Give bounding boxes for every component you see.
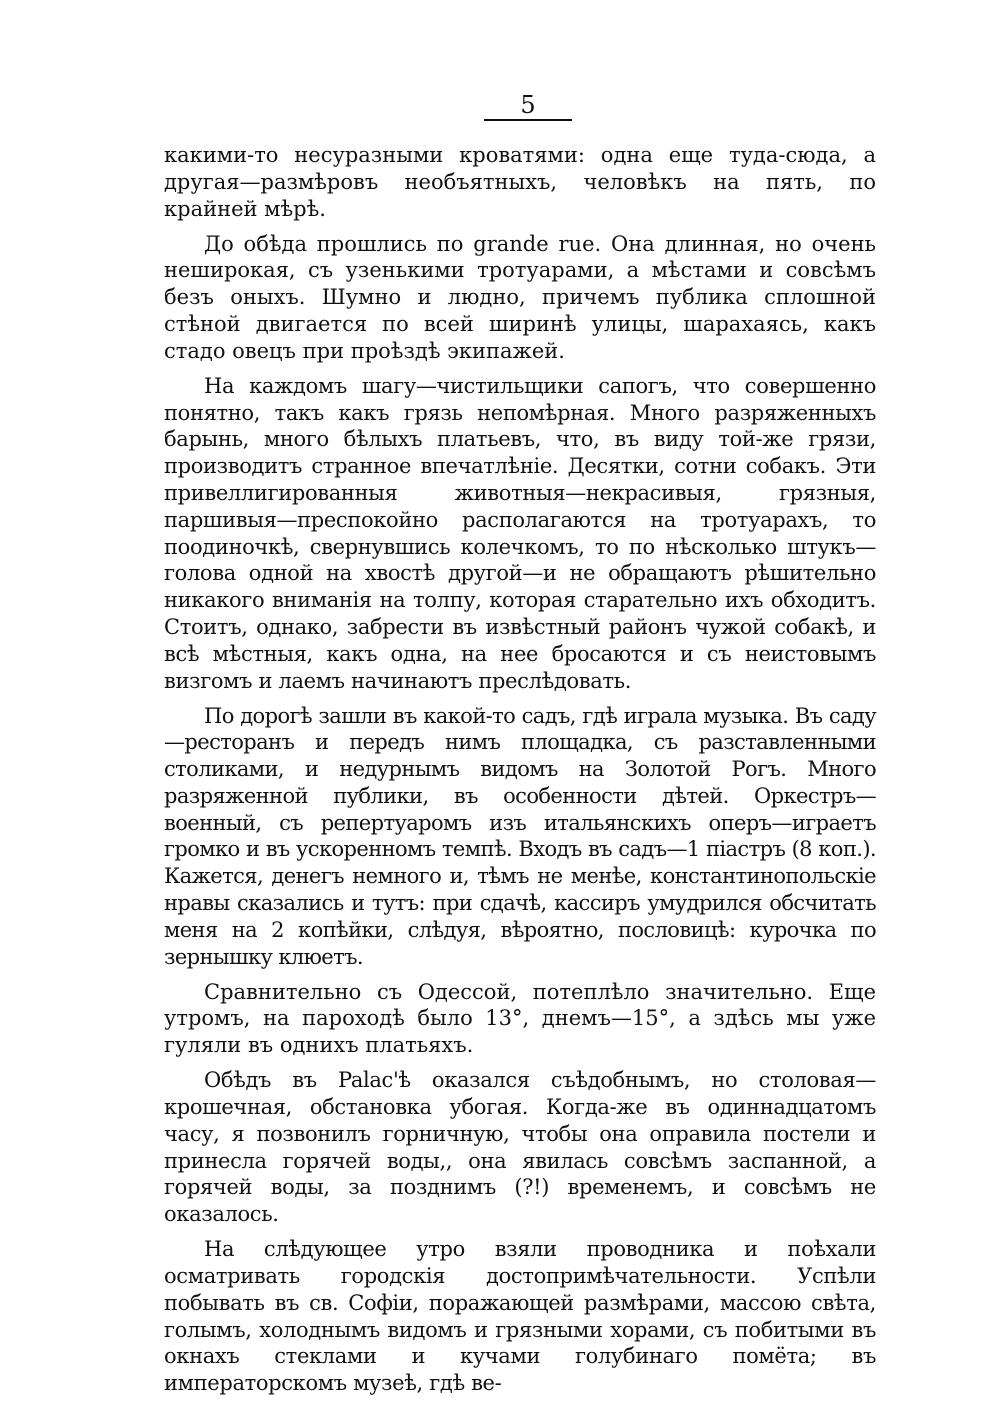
page-number: 5 bbox=[520, 91, 536, 119]
body-text bbox=[164, 142, 876, 1405]
paragraph-3: На каждомъ шагу—чистильщики сапогъ, что совершенно понятно, такъ какъ грязь непомѣрная. Много разряженныхъ барынь, много бѣлыхъ платьевъ, что, въ виду той-же грязи, производитъ странное впечатлѣніе. Десятки, сотни собакъ. Эти привеллигированныя животныя—некрасивыя, грязныя, паршивыя—преспокойно располагаются на тротуарахъ, то поодиночкѣ, свернувшись колечкомъ, то по нѣсколько штукъ—голова одной на хвостѣ другой—и не обращаютъ рѣшительно никакого вниманія на толпу, которая старательно ихъ обходитъ. Стоитъ, однако, забрести въ извѣстный районъ чужой собакѣ, и всѣ мѣстныя, какъ одна, на нее бросаются и съ неистовымъ визгомъ и лаемъ начинаютъ преслѣдовать. bbox=[164, 373, 876, 693]
paragraph-1: какими-то несуразными кроватями: одна еще туда-сюда, а другая—размѣровъ необъятныхъ, человѣкъ на пять, по крайней мѣрѣ. bbox=[164, 143, 876, 221]
paragraph-5: Сравнительно съ Одессой, потеплѣло значительно. Еще утромъ, на пароходѣ было 13°, днемъ—15°, а здѣсь мы уже гуляли въ однихъ платьяхъ. bbox=[164, 979, 876, 1058]
paragraph-2: До обѣда прошлись по grande rue. Она длинная, но очень неширокая, съ узенькими тротуарами, а мѣстами и совсѣмъ безъ оныхъ. Шумно и людно, причемъ публика сплошной стѣной двигается по всей ширинѣ улицы, шарахаясь, какъ стадо овецъ при проѣздѣ экипажей. bbox=[164, 231, 876, 363]
paragraph-7: На слѣдующее утро взяли проводника и поѣхали осматривать городскія достопримѣчательности. Успѣли побывать въ св. Софіи, поражающей размѣрами, массою свѣта, голымъ, холоднымъ видомъ и грязными хорами, съ побитыми въ окнахъ стеклами и кучами голубинаго помёта; въ императорскомъ музеѣ, гдѣ ве- bbox=[164, 1237, 876, 1396]
paragraph-4: По дорогѣ зашли въ какой-то садъ, гдѣ играла музыка. Въ саду—ресторанъ и передъ нимъ площадка, съ разставленными столиками, и недурнымъ видомъ на Золотой Рогъ. Много разряженной публики, въ особенности дѣтей. Оркестръ—военный, съ репертуаромъ изъ итальянскихъ оперъ—играетъ громко и въ ускоренномъ темпѣ. Входъ въ садъ—1 піастръ (8 коп.). Кажется, денегъ немного и, тѣмъ не менѣе, константинопольскіе нравы сказались и тутъ: при сдачѣ, кассиръ умудрился обсчитать меня на 2 копѣйки, слѣдуя, вѣроятно, пословицѣ: курочка по зернышку клюетъ. bbox=[164, 703, 876, 969]
header-rule bbox=[484, 119, 572, 121]
paragraph-6: Обѣдъ въ Palac'ѣ оказался съѣдобнымъ, но столовая—крошечная, обстановка убогая. Когда-же въ одиннадцатомъ часу, я позвонилъ горничную, чтобы она оправила постели и принесла горячей воды,, она явилась совсѣмъ заспанной, а горячей воды, за позднимъ (?!) временемъ, и совсѣмъ не оказалось. bbox=[164, 1068, 876, 1227]
